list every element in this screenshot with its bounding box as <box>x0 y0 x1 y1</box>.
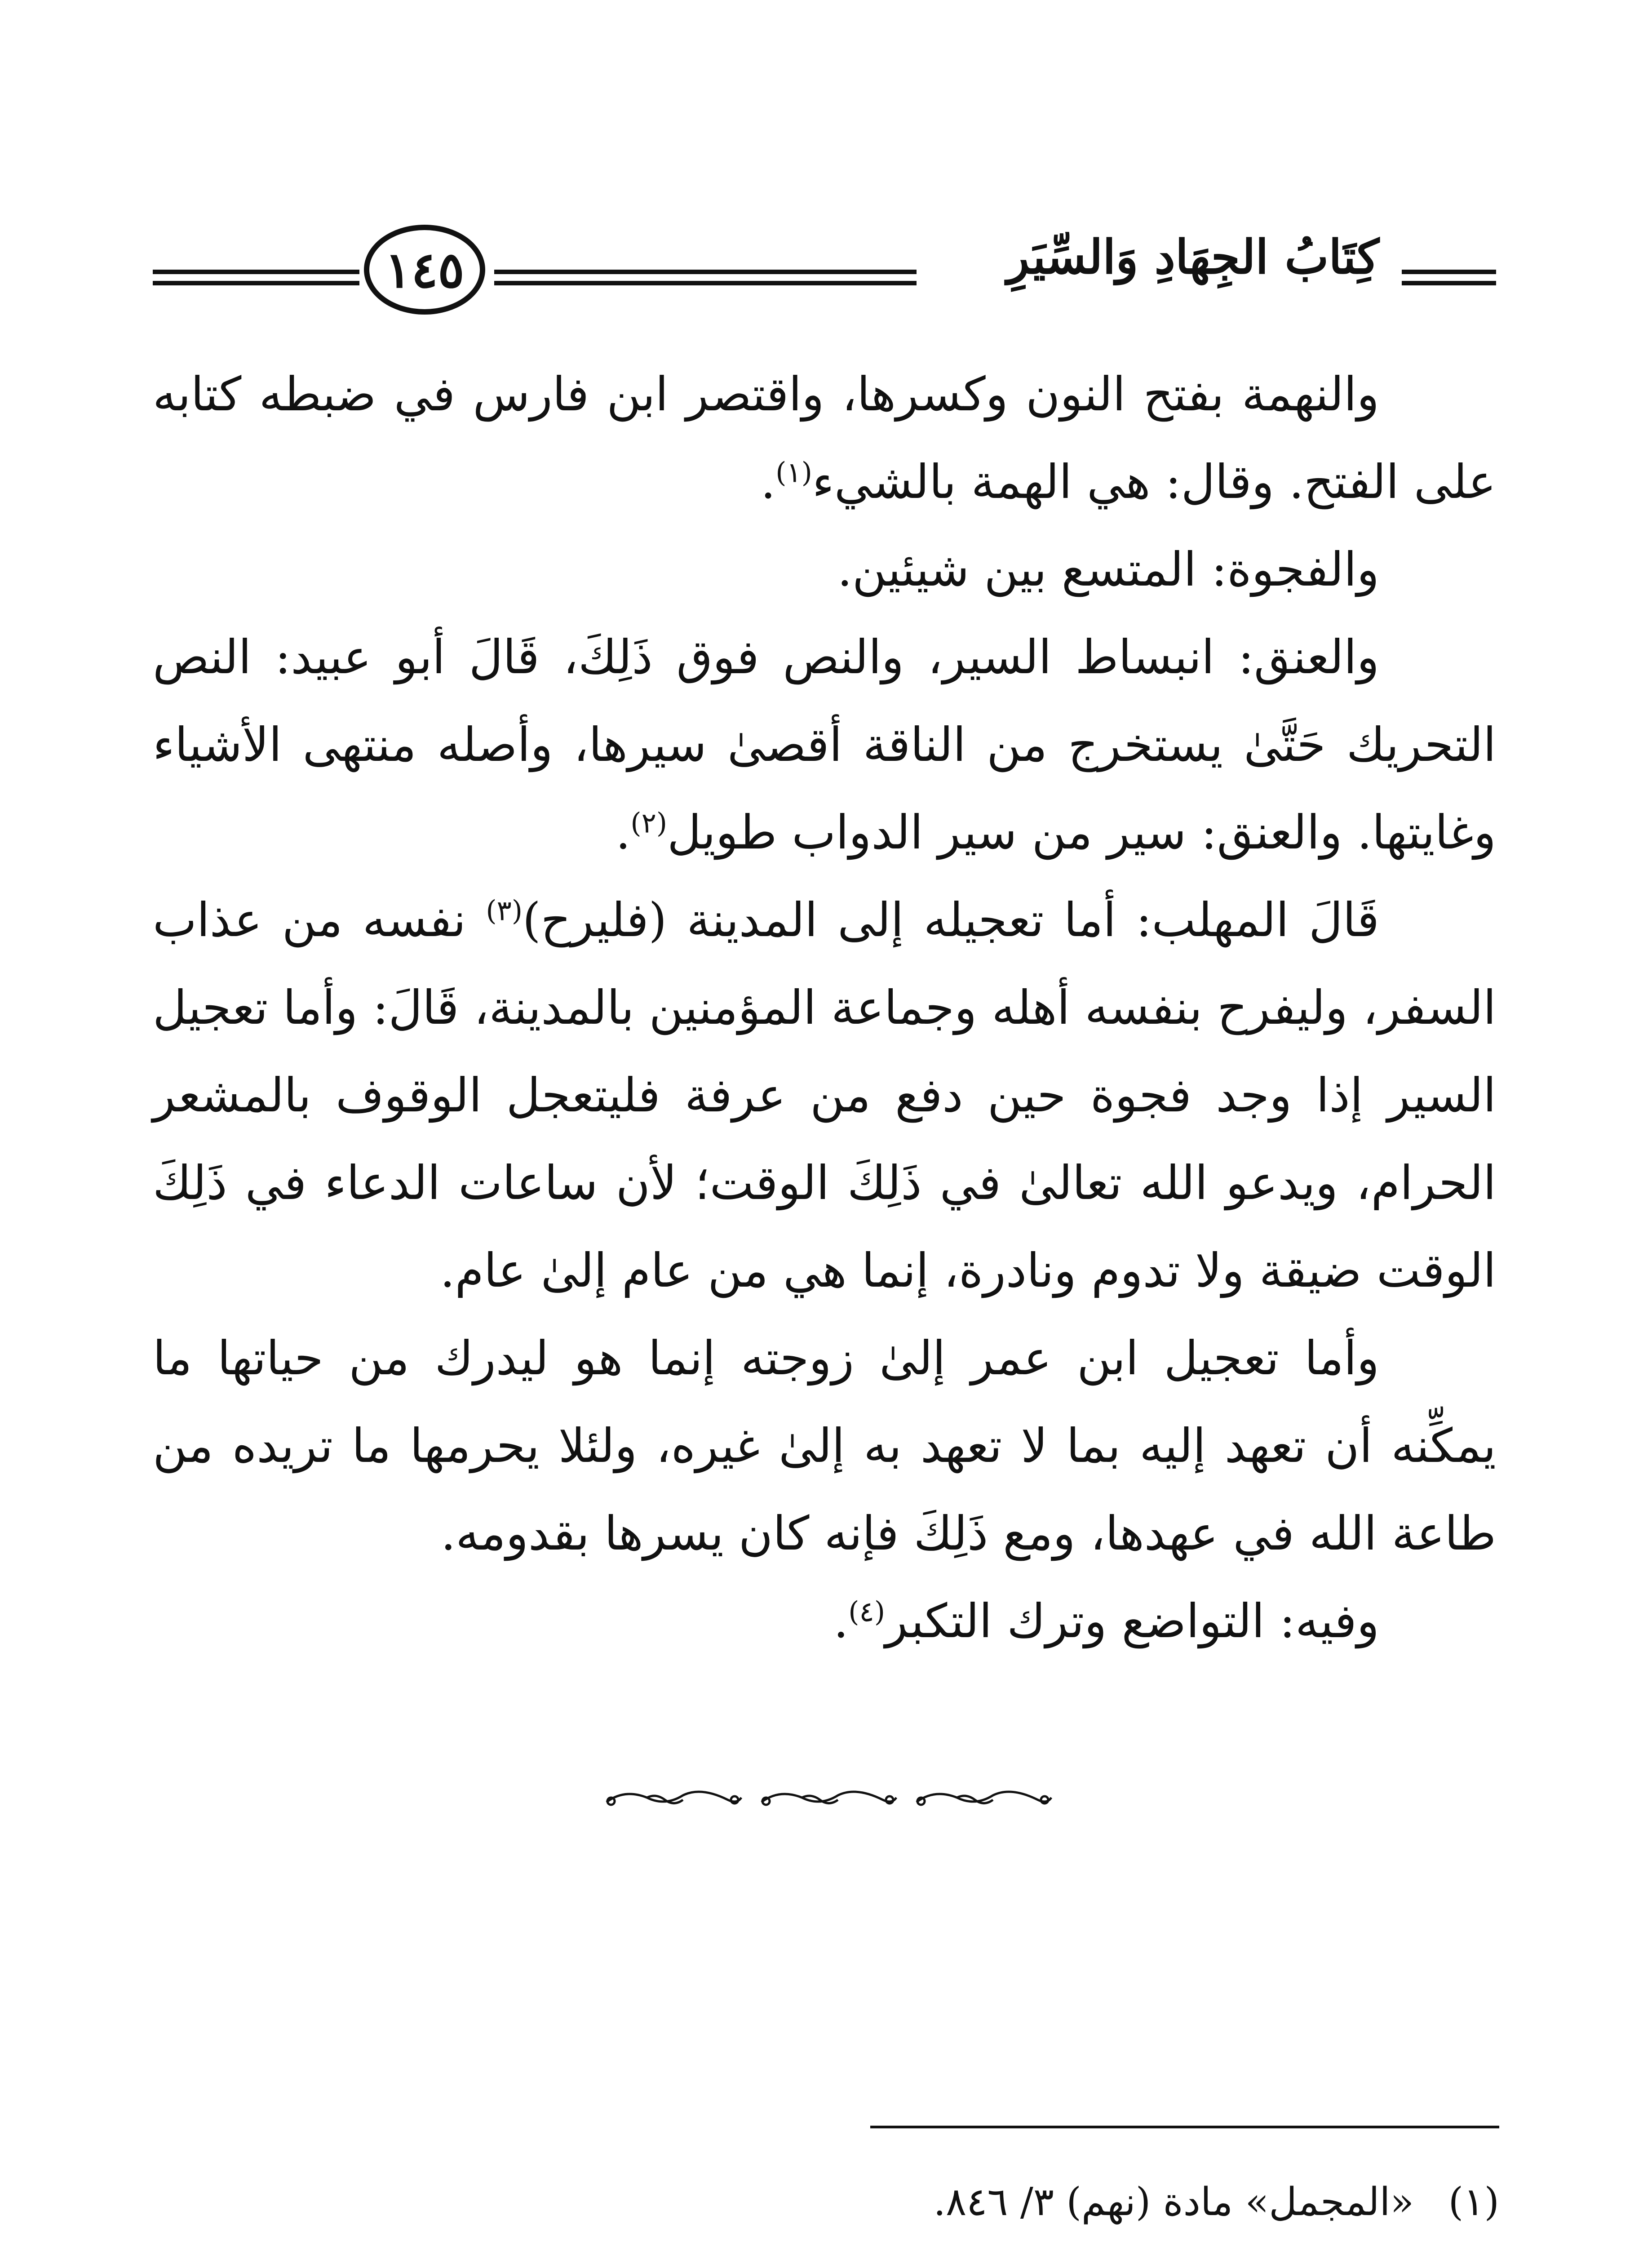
paragraph-text: والعنق: انبساط السير، والنص فوق ذَلِكَ، قَالَ أبو عبيد: النص التحريك حَتَّىٰ يستخرج من الناقة أقصىٰ سيرها، وأصله منتهى الأشياء وغايتها. والعنق: سير من سير الدواب طويل <box>153 630 1496 860</box>
paragraph-text: والنهمة بفتح النون وكسرها، واقتصر ابن فارس في ضبطه كتابه على الفتح. وقال: هي الهمة بالشيء <box>153 367 1496 509</box>
flourish <box>917 1792 1051 1805</box>
header-rule <box>153 281 359 285</box>
paragraph <box>153 613 1496 876</box>
header-rule <box>494 281 917 285</box>
flourish <box>762 1792 896 1805</box>
page-number: ١٤٥ <box>364 225 485 315</box>
paragraph-text: وفيه: التواضع وترك التكبر <box>885 1594 1379 1648</box>
footnote-ref: (٣) <box>486 894 523 927</box>
footnote <box>156 2162 1499 2243</box>
footnotes <box>156 2162 1499 2247</box>
paragraph <box>153 351 1496 526</box>
paragraph <box>153 526 1496 613</box>
footnote-text: «المجمل» مادة (نهم) ٣/ ٨٤٦. <box>933 2180 1414 2225</box>
footnote-ref: (٢) <box>630 806 668 839</box>
footnote-separator <box>870 2126 1499 2128</box>
header-rule <box>1402 270 1496 274</box>
footnote-text <box>907 2243 1414 2247</box>
footnote-number: (١) <box>1448 2180 1499 2225</box>
paragraph-text: وأما تعجيل ابن عمر إلىٰ زوجته إنما هو ليدرك من حياتها ما يمكِّنه أن تعهد إليه بما لا تعهد به إلىٰ غيره، ولئلا يحرمها ما تريده من طاعة الله في عهدها، ومع ذَلِكَ فإنه كان يسرها بقدومه. <box>153 1331 1496 1561</box>
header-rule <box>1402 281 1496 285</box>
period: . <box>616 805 631 860</box>
main-text <box>153 351 1496 1665</box>
chapter-title: كِتَابُ الجِهَادِ وَالسِّيَرِ <box>1007 229 1379 284</box>
header-rule <box>153 270 359 274</box>
flourish <box>607 1792 741 1805</box>
footnote-number <box>1414 2243 1499 2247</box>
footnote-ref: (١) <box>775 456 812 489</box>
paragraph <box>153 1314 1496 1577</box>
running-header <box>153 202 1496 319</box>
paragraph <box>153 1577 1496 1665</box>
paragraph-text: قَالَ المهلب: أما تعجيله إلى المدينة (فليرح) <box>523 893 1380 947</box>
paragraph-text: والفجوة: المتسع بين شيئين. <box>837 542 1379 597</box>
footnote <box>156 2243 1499 2247</box>
paragraph <box>153 876 1496 1314</box>
header-rule <box>494 270 917 274</box>
paragraph-text: نفسه من عذاب السفر، وليفرح بنفسه أهله وجماعة المؤمنين بالمدينة، قَالَ: وأما تعجيل السير إذا وجد فجوة حين دفع من عرفة فليتعجل الوقوف بالمشعر الحرام، ويدعو الله تعالىٰ في ذَلِكَ الوقت؛ لأن ساعات الدعاء في ذَلِكَ الوقت ضيقة ولا تدوم ونادرة، إنما هي من عام إلىٰ عام. <box>153 893 1496 1298</box>
ornament-divider <box>598 1780 1056 1816</box>
footnote-ref: (٤) <box>848 1595 886 1628</box>
period: . <box>761 454 776 509</box>
period: . <box>833 1594 849 1648</box>
